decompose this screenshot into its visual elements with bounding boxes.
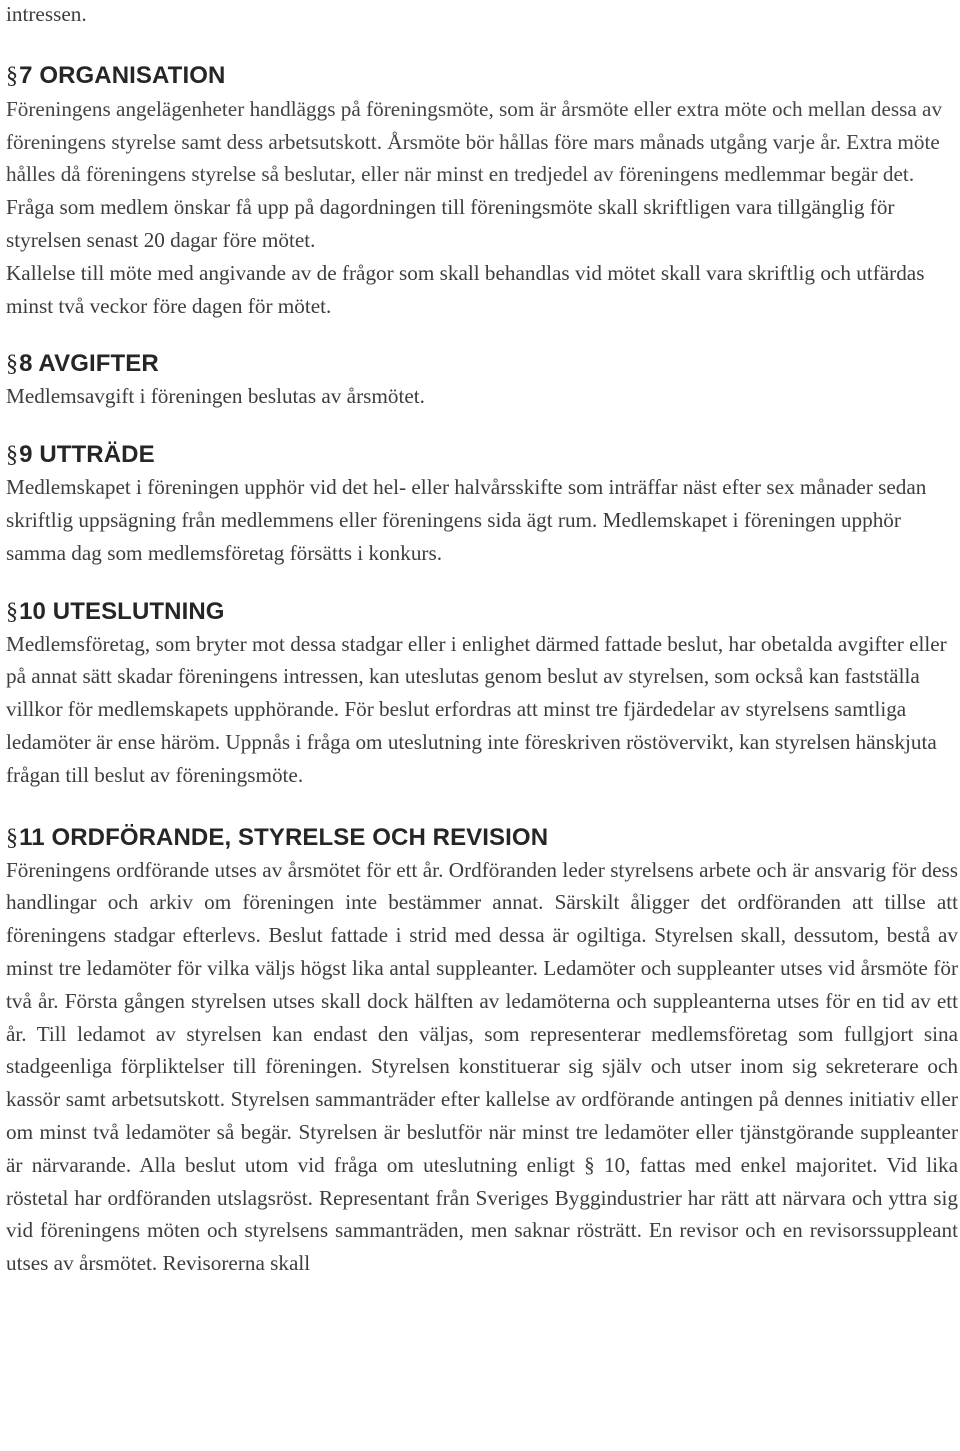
section-symbol: § [6, 351, 19, 378]
section-symbol: § [6, 442, 19, 469]
section-8-paragraph-1: Medlemsavgift i föreningen beslutas av årsmötet. [6, 384, 425, 409]
document-page [6, 0, 958, 1280]
section-heading-text: 11 ORDFÖRANDE, STYRELSE OCH REVISION [19, 823, 549, 851]
section-symbol: § [6, 824, 19, 851]
intro-fragment: intressen. [6, 2, 87, 26]
section-heading-text: 8 AVGIFTER [19, 350, 159, 378]
section-11-paragraph-1: Föreningens ordförande utses av årsmötet för ett år. Ordföranden leder styrelsens arbete och är ansvarig för dess handlingar och arkiv om föreningen inte bestämmer annat. Särskilt åligger det ordföranden att tillse att föreningens stadgar efterlevs. Beslut fattade i strid med dessa är ogiltiga. Styrelsen skall, dessutom, bestå av minst tre ledamöter för vilka väljs högst lika antal suppleanter. Ledamöter och suppleanter utses vid årsmöte för två år. Första gången styrelsen utses skall dock hälften av ledamöterna och suppleanterna utses för en tid av ett år. Till ledamot av styrelsen kan endast den väljas, som representerar medlemsföretag som fullgjort sina stadgeenliga förpliktelser till föreningen. Styrelsen konstituerar sig själv och utser inom sig sekreterare och kassör samt arbetsutskott. Styrelsen sammanträder efter kallelse av ordförande antingen på dennes initiativ eller om minst två ledamöter så begär. Styrelsen är beslutför när minst tre ledamöter eller tjänstgörande suppleanter är närvarande. Alla beslut utom vid fråga om uteslutning enligt § 10, fattas med enkel majoritet. Vid lika röstetal har ordföranden utslagsröst. Representant från Sveriges Byggindustrier har rätt att närvara och yttra sig vid föreningens möten och styrelsens sammanträden, men saknar rösträtt. En revisor och en revisorssuppleant utses av årsmötet. Revisorerna skall [6, 857, 958, 1276]
section-10-paragraph-1: Medlemsföretag, som bryter mot dessa stadgar eller i enlighet därmed fattade beslut, har obetalda avgifter eller på annat sätt skadar föreningens intressen, kan uteslutas genom beslut av styrelsen, som också kan fastställa villkor för medlemskapets upphörande. För beslut erfordras att minst tre fjärdedelar av styrelsens samtliga ledamöter är ense häröm. Uppnås i fråga om uteslutning inte föreskriven röstövervikt, kan styrelsen hänskjuta frågan till beslut av föreningsmöte. [6, 631, 947, 787]
section-heading-7 [6, 60, 958, 92]
section-heading-text: 10 UTESLUTNING [19, 597, 225, 625]
section-heading-10 [6, 596, 958, 628]
section-symbol: § [6, 62, 19, 89]
section-heading-11 [6, 822, 958, 854]
section-symbol: § [6, 598, 19, 625]
section-heading-9 [6, 439, 958, 471]
section-7-paragraph-1: Föreningens angelägenheter handläggs på föreningsmöte, som är årsmöte eller extra möte och mellan dessa av föreningens styrelse samt dess arbetsutskott. Årsmöte bör hållas före mars månads utgång varje år. Extra möte hålles då föreningens styrelse så beslutar, eller när minst en tredjedel av föreningens medlemmar begär det. [6, 96, 943, 187]
section-heading-text: 9 UTTRÄDE [19, 441, 155, 469]
section-7-paragraph-3: Kallelse till möte med angivande av de frågor som skall behandlas vid mötet skall vara skriftlig och utfärdas minst två veckor före dagen för mötet. [6, 260, 925, 318]
section-heading-8 [6, 348, 958, 380]
section-9-paragraph-1: Medlemskapet i föreningen upphör vid det hel- eller halvårsskifte som inträffar näst efter sex månader sedan skriftlig uppsägning från medlemmens eller föreningens sida ägt rum. Medlemskapet i föreningen upphör samma dag som medlemsföretag försätts i konkurs. [6, 475, 927, 565]
section-7-paragraph-2: Fråga som medlem önskar få upp på dagordningen till föreningsmöte skall skriftligen vara tillgänglig för styrelsen senast 20 dagar före mötet. [6, 195, 895, 252]
section-heading-text: 7 ORGANISATION [19, 61, 226, 89]
